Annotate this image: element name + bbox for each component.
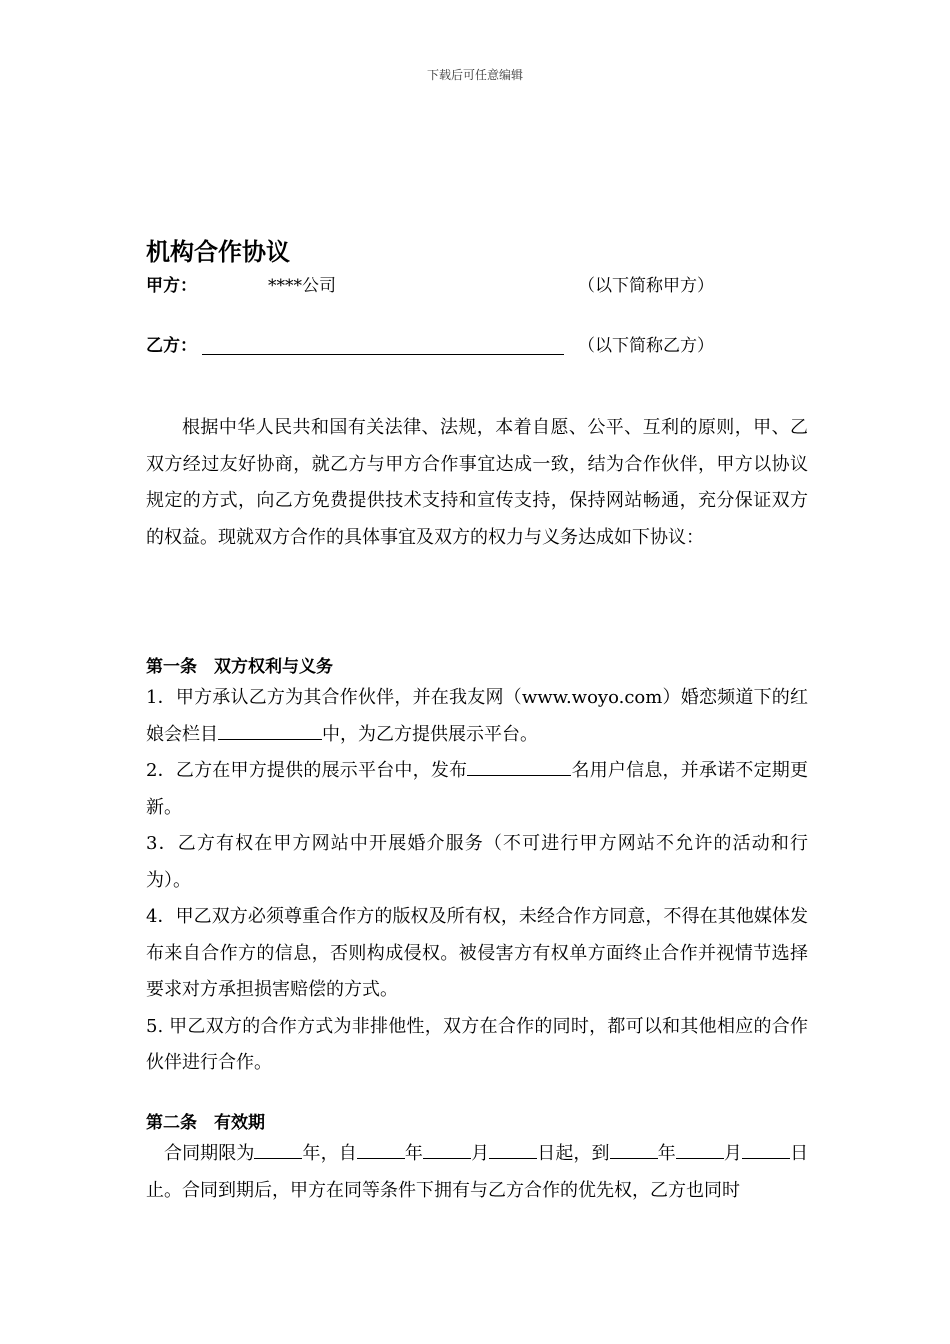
period-text-7: 月 <box>723 1143 742 1164</box>
end-day-blank <box>742 1138 790 1159</box>
item-2-text-a: 2．乙方在甲方提供的展示平台中，发布 <box>146 760 468 781</box>
period-text-3: 年 <box>404 1143 423 1164</box>
section-1-item-1 <box>146 680 808 753</box>
term-years-blank <box>254 1138 302 1159</box>
item-2-text-b: 名用户信息，并承诺不定期更新。 <box>146 760 809 818</box>
section-1-item-5: 5. 甲乙双方的合作方式为非排他性，双方在合作的同时，都可以和其他相应的合作伙伴进行合作。 <box>146 1015 808 1073</box>
period-text-8: 日止。合同到期后，甲方在同等条件下拥有与乙方合作的优先权，乙方也同时 <box>146 1143 809 1201</box>
section-1-item-2 <box>146 753 808 826</box>
period-text-1: 合同期限为 <box>164 1143 255 1164</box>
item-1-text-a: 1．甲方承认乙方为其合作伙伴，并在我友网（www.woyo.com）婚恋频道下的红娘会栏目 <box>146 687 808 745</box>
start-day-blank <box>489 1138 537 1159</box>
column-name-blank <box>218 719 322 740</box>
period-text-5: 日起，到 <box>537 1143 610 1164</box>
party-a-row <box>146 272 806 300</box>
section-1-item-4: 4．甲乙双方必须尊重合作方的版权及所有权，未经合作方同意，不得在其他媒体发布来自合作方的信息，否则构成侵权。被侵害方有权单方面终止合作并视情节选择要求对方承担损害赔偿的方式。 <box>146 906 808 1000</box>
party-b-name-blank <box>202 332 564 355</box>
document-title: 机构合作协议 <box>146 238 290 266</box>
section-1-item-3: 3．乙方有权在甲方网站中开展婚介服务（不可进行甲方网站不允许的活动和行为）。 <box>146 833 808 891</box>
section-1-items <box>146 680 808 1082</box>
intro-paragraph: 根据中华人民共和国有关法律、法规，本着自愿、公平、互利的原则，甲、乙双方经过友好协商，就乙方与甲方合作事宜达成一致，结为合作伙伴，甲方以协议规定的方式，向乙方免费提供技术支持和宣传支持，保持网站畅通，充分保证双方的权益。现就双方合作的具体事宜及双方的权力与义务达成如下协议： <box>146 417 808 548</box>
period-text-4: 月 <box>470 1143 490 1164</box>
period-text-2: 年，自 <box>302 1143 357 1164</box>
user-count-blank <box>467 755 571 776</box>
section-1-heading: 第一条 双方权利与义务 <box>146 657 333 677</box>
item-1-text-b: 中，为乙方提供展示平台。 <box>322 723 538 745</box>
party-b-alias: （以下简称乙方） <box>578 336 714 356</box>
section-2-heading: 第二条 有效期 <box>146 1113 265 1133</box>
header-note: 下载后可任意编辑 <box>426 68 523 82</box>
start-month-blank <box>423 1138 471 1159</box>
party-b-label: 乙方： <box>146 336 197 356</box>
period-text-6: 年 <box>657 1143 676 1164</box>
end-year-blank <box>610 1138 658 1159</box>
party-a-alias: （以下简称甲方） <box>578 276 714 296</box>
party-a-name: ****公司 <box>268 276 336 296</box>
end-month-blank <box>676 1138 724 1159</box>
party-a-label: 甲方： <box>146 276 197 296</box>
section-2-paragraph <box>146 1136 808 1209</box>
start-year-blank <box>357 1138 405 1159</box>
party-b-row <box>146 332 806 360</box>
